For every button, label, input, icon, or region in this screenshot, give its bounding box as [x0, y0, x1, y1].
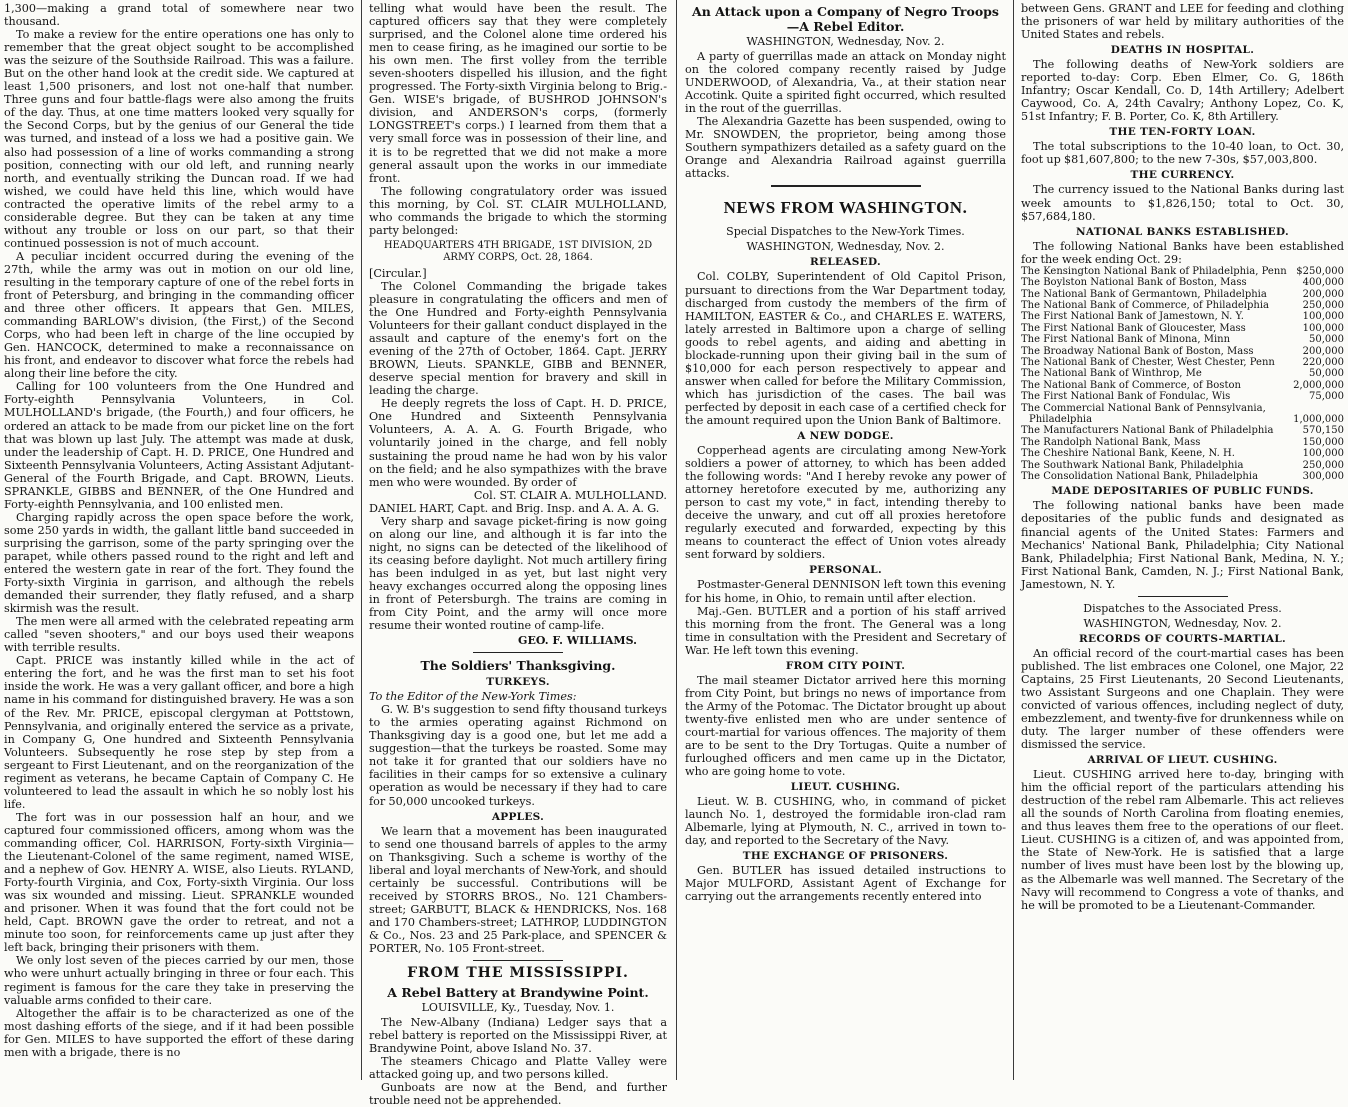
article-paragraph: We only lost seven of the pieces carried by our men, those who were unhurt actually bringing in three or four each. This regiment is famous for the care they take in preserving the valuable arms confided to their care. [4, 954, 354, 1007]
article-paragraph: Altogether the affair is to be characterized as one of the most dashing efforts of the siege, and if it had been possible for Gen. MILES to have supported the effort of these daring men with a brigade, there is no [4, 1006, 354, 1059]
article-paragraph: The total subscriptions to the 10-40 loan, to Oct. 30, foot up $81,607,800; to the new 7-30s, $57,003,800. [1021, 140, 1344, 167]
section-divider [473, 652, 563, 653]
section-divider [473, 960, 563, 961]
article-paragraph: The steamers Chicago and Platte Valley were attacked going up, and two persons killed. [369, 1055, 667, 1082]
column-rule [1013, 0, 1014, 1080]
bank-capital: 1,000,000 [1293, 413, 1344, 425]
dateline: WASHINGTON, Wednesday, Nov. 2. [746, 35, 945, 48]
bank-name: The Kensington National Bank of Philadelphia, Penn [1021, 265, 1287, 277]
article-paragraph: The Alexandria Gazette has been suspended, owing to Mr. SNOWDEN, the proprietor, being among those Southern sympathizers detailed as a safety guard on the Orange and Alexandria Railroad against guerrilla attacks. [685, 115, 1006, 181]
section-subhead: A NEW DODGE. [797, 430, 894, 443]
bank-capital: 250,000 [1302, 299, 1344, 311]
dateline: WASHINGTON, Wednesday, Nov. 2. [746, 240, 945, 254]
bank-name: The Southwark National Bank, Philadelphia [1021, 459, 1244, 471]
bank-name: The Randolph National Bank, Mass [1021, 436, 1201, 448]
bank-capital: $250,000 [1296, 265, 1344, 277]
bank-capital: 300,000 [1302, 471, 1344, 483]
bank-row [1021, 471, 1344, 482]
article-paragraph: The following deaths of New-York soldiers are reported to-day: Corp. Eben Elmer, Co. G, 186th Infantry; Oscar Kendall, Co. D, 14th Artillery; Adelbert Caywood, Co. A, 24th Cavalry; Anthony Lopez, Co. K, 51st Infantry; F. B. Porter, Co. K, 8th Artillery. [1021, 58, 1344, 124]
bank-capital: 570,150 [1302, 425, 1344, 437]
section-subhead: MADE DEPOSITARIES OF PUBLIC FUNDS. [1051, 485, 1314, 498]
article-paragraph: Calling for 100 volunteers from the One Hundred and Forty-eighth Pennsylvania Volunteers, in Col. MULHOLLAND's brigade, (the Fourth,) and four officers, he ordered an attack to be made from our picket line on the fort that was blown up last July. The attempt was made at dusk, under the leadership of Capt. H. D. PRICE, One Hundred and Sixteenth Pennsylvania Volunteers, Acting Assistant Adjutant-General of the Fourth Brigade, and Capt. BROWN, Lieuts. SPRANKLE, GIBBS and BENNER, of the One Hundred and Forty-eighth Pennsylvania, and 100 enlisted men. [4, 380, 354, 511]
bank-name: The Boylston National Bank of Boston, Mass [1021, 277, 1247, 289]
column-rule [676, 0, 677, 1080]
section-subhead: THE CURRENCY. [1130, 169, 1235, 182]
section-subhead: THE EXCHANGE OF PRISONERS. [742, 850, 949, 863]
bank-row [1021, 380, 1344, 391]
article-paragraph: Very sharp and savage picket-firing is now going on along our line, and although it is far into the night, no signs can be detected of the likelihood of its ceasing before daylight. Not much artillery firing has been indulged in as yet, but last night very heavy exchanges occurred along the opposing lines in front of Petersburgh. The trains are coming in from City Point, and the army will once more resume their wonted routine of camp-life. [369, 514, 667, 633]
article-paragraph: Copperhead agents are circulating among New-York soldiers a power of attorney, to which has been added the following words: "And I hereby revoke any power of attorney heretofore executed by me, authorizing any person to cast my vote," in fact, intending thereby to deceive the unwary, and cut off all proxies heretofore regularly executed and forwarded, expecting by this means to counteract the effect of Union votes already sent forward by soldiers. [685, 444, 1006, 562]
bank-row [1021, 448, 1344, 459]
article-headline: The Soldiers' Thanksgiving. [420, 658, 616, 674]
article-paragraph: To make a review for the entire operations one has only to remember that the great object sought to be accomplished was the seizure of the Southside Railroad. This was a failure. But on the other hand look at the credit side. We captured at least 1,500 prisoners, and lost not one-half that number. Three guns and four battle-flags were also among the fruits of the day. Thus, at one time matters looked very squally for the Second Corps, but by the genius of our General the tide was turned, and instead of a loss we had a positive gain. We also had possession of a line of works commanding a strong position, connecting with our old left, and running nearly north, and eventually striking the Duncan road. If we had wished, we could have held this line, which would have contracted the operative limits of the rebel army to a considerable degree. But they can be taken at any time without any trouble or loss on our part, so that their continued possession is not of much account. [4, 28, 354, 250]
section-subhead: NATIONAL BANKS ESTABLISHED. [1076, 225, 1289, 238]
article-paragraph: Postmaster-General DENNISON left town this evening for his home, in Ohio, to remain until after election. [685, 578, 1006, 605]
bank-row [1021, 357, 1344, 368]
bank-capital: 2,000,000 [1293, 379, 1344, 391]
bank-capital: 50,000 [1309, 334, 1344, 346]
bank-row [1021, 277, 1344, 288]
section-subhead: THE TEN-FORTY LOAN. [1109, 126, 1256, 139]
section-subhead: FROM CITY POINT. [785, 659, 906, 672]
article-subheadline: A Rebel Battery at Brandywine Point. [387, 985, 649, 1001]
bank-capital: 250,000 [1302, 459, 1344, 471]
wire-credit: Dispatches to the Associated Press. [1083, 601, 1282, 615]
article-paragraph: A party of guerrillas made an attack on Monday night on the colored company recently raised by Judge UNDERWOOD, of Alexandria, Va., at their station near Accotink. Quite a spirited fight occurred, which resulted in the rout of the guerrillas. [685, 50, 1006, 116]
section-subhead: RECORDS OF COURTS-MARTIAL. [1079, 632, 1286, 645]
bank-capital: 100,000 [1302, 322, 1344, 334]
bank-name: The Manufacturers National Bank of Philadelphia [1021, 425, 1274, 437]
bank-row [1021, 403, 1344, 426]
national-banks-table [1021, 266, 1344, 483]
signature: Col. ST. CLAIR A. MULHOLLAND. [473, 488, 667, 502]
article-paragraph: An official record of the court-martial cases has been published. The list embraces one Colonel, one Major, 22 Captains, 25 First Lieutenants, 20 Second Lieutenants, two Assistant Surgeons and one Chaplain. They were convicted of various offences, including neglect of duty, embezzlement, and twenty-five for drunkenness while on duty. The larger number of these offenders were dismissed the service. [1021, 646, 1344, 752]
column-4 [1017, 0, 1348, 1080]
headquarters-dateline: HEADQUARTERS 4TH BRIGADE, 1ST DIVISION, 2D ARMY CORPS, Oct. 28, 1864. [383, 239, 653, 263]
article-headline: FROM THE MISSISSIPPI. [407, 965, 629, 982]
article-paragraph: The fort was in our possession half an hour, and we captured four commissioned officers, among whom was the commanding officer, Col. HARRISON, Forty-sixth Virginia—the Lieutenant-Colonel of the same regiment, named WISE, and a nephew of Gov. HENRY A. WISE, also Lieuts. RYLAND, Forty-fourth Virginia, and Cox, Forty-sixth Virginia. Our loss was six wounded and missing. Lieut. SPRANKLE wounded and prisoner. When it was found that the fort could not be held, Capt. BROWN gave the order to retreat, and not a minute too soon, for reinforcements came up just after they left back, bringing their prisoners with them. [4, 810, 354, 955]
article-paragraph: Col. COLBY, Superintendent of Old Capitol Prison, pursuant to directions from the War Department today, discharged from custody the members of the firm of HAMILTON, EASTER & Co., and CHARLES E. WATERS, lately arrested in Baltimore upon a charge of selling goods to rebel agents, and aiding and abetting in blockade-running upon their giving bail in the sum of $10,000 for each person respectively to appear and answer when called for before the Military Commission, which has jurisdiction of the cases. The bail was perfected by deposit in each case of a certified check for the amount required upon the Union Bank of Baltimore. [685, 270, 1006, 427]
article-headline: NEWS FROM WASHINGTON. [723, 198, 968, 218]
section-subhead: LIEUT. CUSHING. [790, 781, 901, 794]
article-paragraph: Lieut. CUSHING arrived here to-day, bringing with him the official report of the particulars attending his destruction of the rebel ram Albemarle. This act relieves all the sounds of North Carolina from floating enemies, and thus leaves them free to the operations of our fleet. Lieut. CUSHING is a citizen of, and was appointed from, the State of New-York. He is satisfied that a large number of lives must have been lost by the blowing up, as the Albemarle was well manned. The Secretary of the Navy will recommend to Congress a vote of thanks, and he will be promoted to be a Lieutenant-Commander. [1021, 768, 1344, 912]
bank-name: The First National Bank of Fondulac, Wis [1021, 391, 1231, 403]
column-3 [681, 0, 1010, 1080]
bank-capital: 75,000 [1309, 391, 1344, 403]
bank-row [1021, 300, 1344, 311]
circular-label: [Circular.] [369, 266, 427, 280]
bank-name: The First National Bank of Gloucester, Mass [1021, 322, 1246, 334]
bank-name: The Broadway National Bank of Boston, Mass [1021, 345, 1254, 357]
article-paragraph: The men were all armed with the celebrated repeating arm called "seven shooters," and our boys used their weapons with terrible results. [4, 615, 354, 655]
dateline: WASHINGTON, Wednesday, Nov. 2. [1083, 616, 1282, 630]
section-subhead: DEATHS IN HOSPITAL. [1110, 44, 1255, 57]
bank-name: The National Bank of Germantown, Philadelphia [1021, 288, 1267, 300]
section-subhead: APPLES. [491, 810, 545, 823]
signature: DANIEL HART, Capt. and Brig. Insp. and A. A. A. G. [369, 501, 660, 515]
section-subhead: ARRIVAL OF LIEUT. CUSHING. [1087, 754, 1278, 767]
article-paragraph: Gen. BUTLER has issued detailed instructions to Major MULFORD, Assistant Agent of Exchange for carrying out the arrangements recently entered into [685, 864, 1006, 904]
bank-capital: 100,000 [1302, 448, 1344, 460]
article-paragraph: The following national banks have been made depositaries of the public funds and designated as financial agents of the United States: Farmers and Mechanics' National Bank, Philadelphia; City National Bank, Philadelphia; First National Bank, Medina, N. Y.; First National Bank, Camden, N. J.; First National Bank, Jamestown, N. Y. [1021, 499, 1344, 591]
bank-name: The National Bank of Chester, West Chester, Penn [1021, 356, 1275, 368]
article-paragraph: The New-Albany (Indiana) Ledger says that a rebel battery is reported on the Mississippi River, at Brandywine Point, above Island No. 37. [369, 1016, 667, 1056]
article-paragraph: Charging rapidly across the open space before the work, some 250 yards in width, the gallant little band succeeded in surprising the garrison, some of the party springing over the parapet, while others passed round to the right and left and entered the western gate in rear of the fort. They found the Forty-sixth Virginia in garrison, and although the rebels demanded their surrender, they flatly refused, and a sharp skirmish was the result. [4, 510, 354, 616]
section-subhead: TURKEYS. [486, 676, 550, 689]
article-paragraph: 1,300—making a grand total of somewhere near two thousand. [4, 2, 354, 29]
bank-row [1021, 368, 1344, 379]
bank-name: The National Bank of Winthrop, Me [1021, 368, 1202, 380]
article-paragraph: We learn that a movement has been inaugurated to send one thousand barrels of apples to the army on Thanksgiving. Such a scheme is worthy of the liberal and loyal merchants of New-York, and should certainly be successful. Contributions will be received by STORRS BROS., No. 121 Chambers-street; GARBUTT, BLACK & HENDRICKS, Nos. 168 and 170 Chambers-street; LATHROP, LUDDINGTON & Co., Nos. 23 and 25 Park-place, and SPENCER & PORTER, No. 105 Front-street. [369, 824, 667, 955]
bank-row [1021, 460, 1344, 471]
bank-capital: 150,000 [1302, 436, 1344, 448]
section-divider [1138, 596, 1228, 597]
bank-row [1021, 391, 1344, 402]
bank-row [1021, 323, 1344, 334]
bank-row [1021, 334, 1344, 345]
bank-capital: 50,000 [1309, 368, 1344, 380]
article-paragraph: Maj.-Gen. BUTLER and a portion of his staff arrived this morning from the front. The General was a long time in consultation with the President and Secretary of War. He left town this evening. [685, 604, 1006, 657]
bank-name: The National Bank of Commerce, of Boston [1021, 379, 1241, 391]
section-subhead: RELEASED. [810, 256, 881, 269]
bank-row [1021, 266, 1344, 277]
article-headline: An Attack upon a Company of Negro Troops —A Rebel Editor. [692, 4, 999, 34]
bank-capital: 200,000 [1302, 345, 1344, 357]
bank-name: The Consolidation National Bank, Philadelphia [1021, 471, 1259, 483]
bank-name: The First National Bank of Minona, Minn [1021, 334, 1231, 346]
article-paragraph: The following congratulatory order was issued this morning, by Col. ST. CLAIR MULHOLLAND, who commands the brigade to which the storming party belonged: [369, 184, 667, 237]
bank-capital: 400,000 [1302, 277, 1344, 289]
article-paragraph: The currency issued to the National Banks during last week amounts to $1,826,150; total to Oct. 30, $57,684,180. [1021, 183, 1344, 223]
bank-row [1021, 437, 1344, 448]
bank-name: The First National Bank of Jamestown, N. Y. [1021, 311, 1244, 323]
dateline: LOUISVILLE, Ky., Tuesday, Nov. 1. [421, 1001, 615, 1015]
column-1 [0, 0, 358, 1080]
article-paragraph: The Colonel Commanding the brigade takes pleasure in congratulating the officers and men of the One Hundred and Forty-eighth Pennsylvania Volunteers for their gallant conduct displayed in the assault and capture of the enemy's fort on the evening of the 27th of October, 1864. Capt. JERRY BROWN, Lieuts. SPANKLE, GIBB and BENNER, deserve special mention for bravery and skill in leading the charge. [369, 279, 667, 398]
section-divider [771, 185, 921, 187]
bank-capital: 200,000 [1302, 288, 1344, 300]
column-rule [361, 0, 362, 1080]
section-subhead: PERSONAL. [809, 564, 882, 577]
salutation: To the Editor of the New-York Times: [369, 690, 577, 704]
bank-capital: 220,000 [1302, 356, 1344, 368]
column-2 [365, 0, 671, 1107]
bank-row [1021, 346, 1344, 357]
bank-name: The National Bank of Commerce, of Philadelphia [1021, 299, 1269, 311]
byline: GEO. F. WILLIAMS. [518, 634, 637, 648]
article-paragraph: The following National Banks have been established for the week ending Oct. 29: [1021, 239, 1344, 266]
article-paragraph: A peculiar incident occurred during the evening of the 27th, while the army was out in motion on our old line, resulting in the temporary capture of one of the rebel forts in front of Petersburg, and bringing in the commanding officer and three other officers. It appears that Gen. MILES, commanding BARLOW's division, (the First,) of the Second Corps, who had been left in charge of the line occupied by Gen. HANCOCK, determined to make a reconnaissance on his front, and endeavor to discover what force the rebels had along their line before the city. [4, 249, 354, 381]
article-paragraph: telling what would have been the result. The captured officers say that they were completely surprised, and the Colonel alone time ordered his men to cease firing, as he imagined our sortie to be his own men. The first volley from the terrible seven-shooters dispelled his illusion, and the fight progressed. The Forty-sixth Virginia belong to Brig.-Gen. WISE's brigade, of BUSHROD JOHNSON's division, and ANDERSON's corps, (formerly LONGSTREET's corps.) I learned from them that a very small force was in possession of their line, and it is to be regretted that we did not make a more general assault upon the works in our immediate front. [369, 2, 667, 185]
wire-credit: Special Dispatches to the New-York Times. [726, 225, 965, 239]
bank-name: The Commercial National Bank of Pennsylvania, Philadelphia [1021, 402, 1266, 425]
article-paragraph: between Gens. GRANT and LEE for feeding and clothing the prisoners of war held by military authorities of the United States and rebels. [1021, 2, 1344, 42]
article-paragraph: Lieut. W. B. CUSHING, who, in command of picket launch No. 1, destroyed the formidable iron-clad ram Albemarle, lying at Plymouth, N. C., arrived in town to-day, and reported to the Secretary of the Navy. [685, 795, 1006, 848]
bank-row [1021, 289, 1344, 300]
bank-capital: 100,000 [1302, 311, 1344, 323]
article-paragraph: Capt. PRICE was instantly killed while in the act of entering the fort, and he was the first man to set his foot inside the work. He was a very gallant officer, and bore a high name in his command for distinguished bravery. He was a son of the Rev. Mr. PRICE, episcopal clergyman at Pottstown, Pennsylvania, and originally entered the service as a private, in Company G, One hundred and Sixteenth Pennsylvania Volunteers. Subsequently he rose step by step from a sergeant to First Lieutenant, and on the reorganization of the regiment as veterans, he became Captain of Company C. He volunteered to lead the assault in which he so nobly lost his life. [4, 654, 354, 811]
bank-row [1021, 425, 1344, 436]
article-paragraph: The mail steamer Dictator arrived here this morning from City Point, but brings no news of importance from the Army of the Potomac. The Dictator brought up about twenty-five enlisted men who are under sentence of court-martial for various offences. The majority of them are to be sent to the Dry Tortugas. Quite a number of furloughed officers and men came up in the Dictator, who are going home to vote. [685, 673, 1006, 779]
bank-name: The Cheshire National Bank, Keene, N. H. [1021, 448, 1235, 460]
article-paragraph: He deeply regrets the loss of Capt. H. D. PRICE, One Hundred and Sixteenth Pennsylvania Volunteers, A. A. A. G. Fourth Brigade, who voluntarily joined in the charge, and fell nobly sustaining the proud name he had won by his valor on the field; and he also sympathizes with the brave men who were wounded. By order of [369, 397, 667, 489]
article-paragraph: G. W. B's suggestion to send fifty thousand turkeys to the armies operating against Richmond on Thanksgiving day is a good one, but let me add a suggestion—that the turkeys be roasted. Some may not take it for granted that our soldiers have no facilities in their camps for so extensive a culinary operation as would be necessary if they had to care for 50,000 uncooked turkeys. [369, 703, 667, 808]
bank-row [1021, 311, 1344, 322]
article-paragraph: Gunboats are now at the Bend, and further trouble need not be apprehended. [369, 1081, 667, 1107]
